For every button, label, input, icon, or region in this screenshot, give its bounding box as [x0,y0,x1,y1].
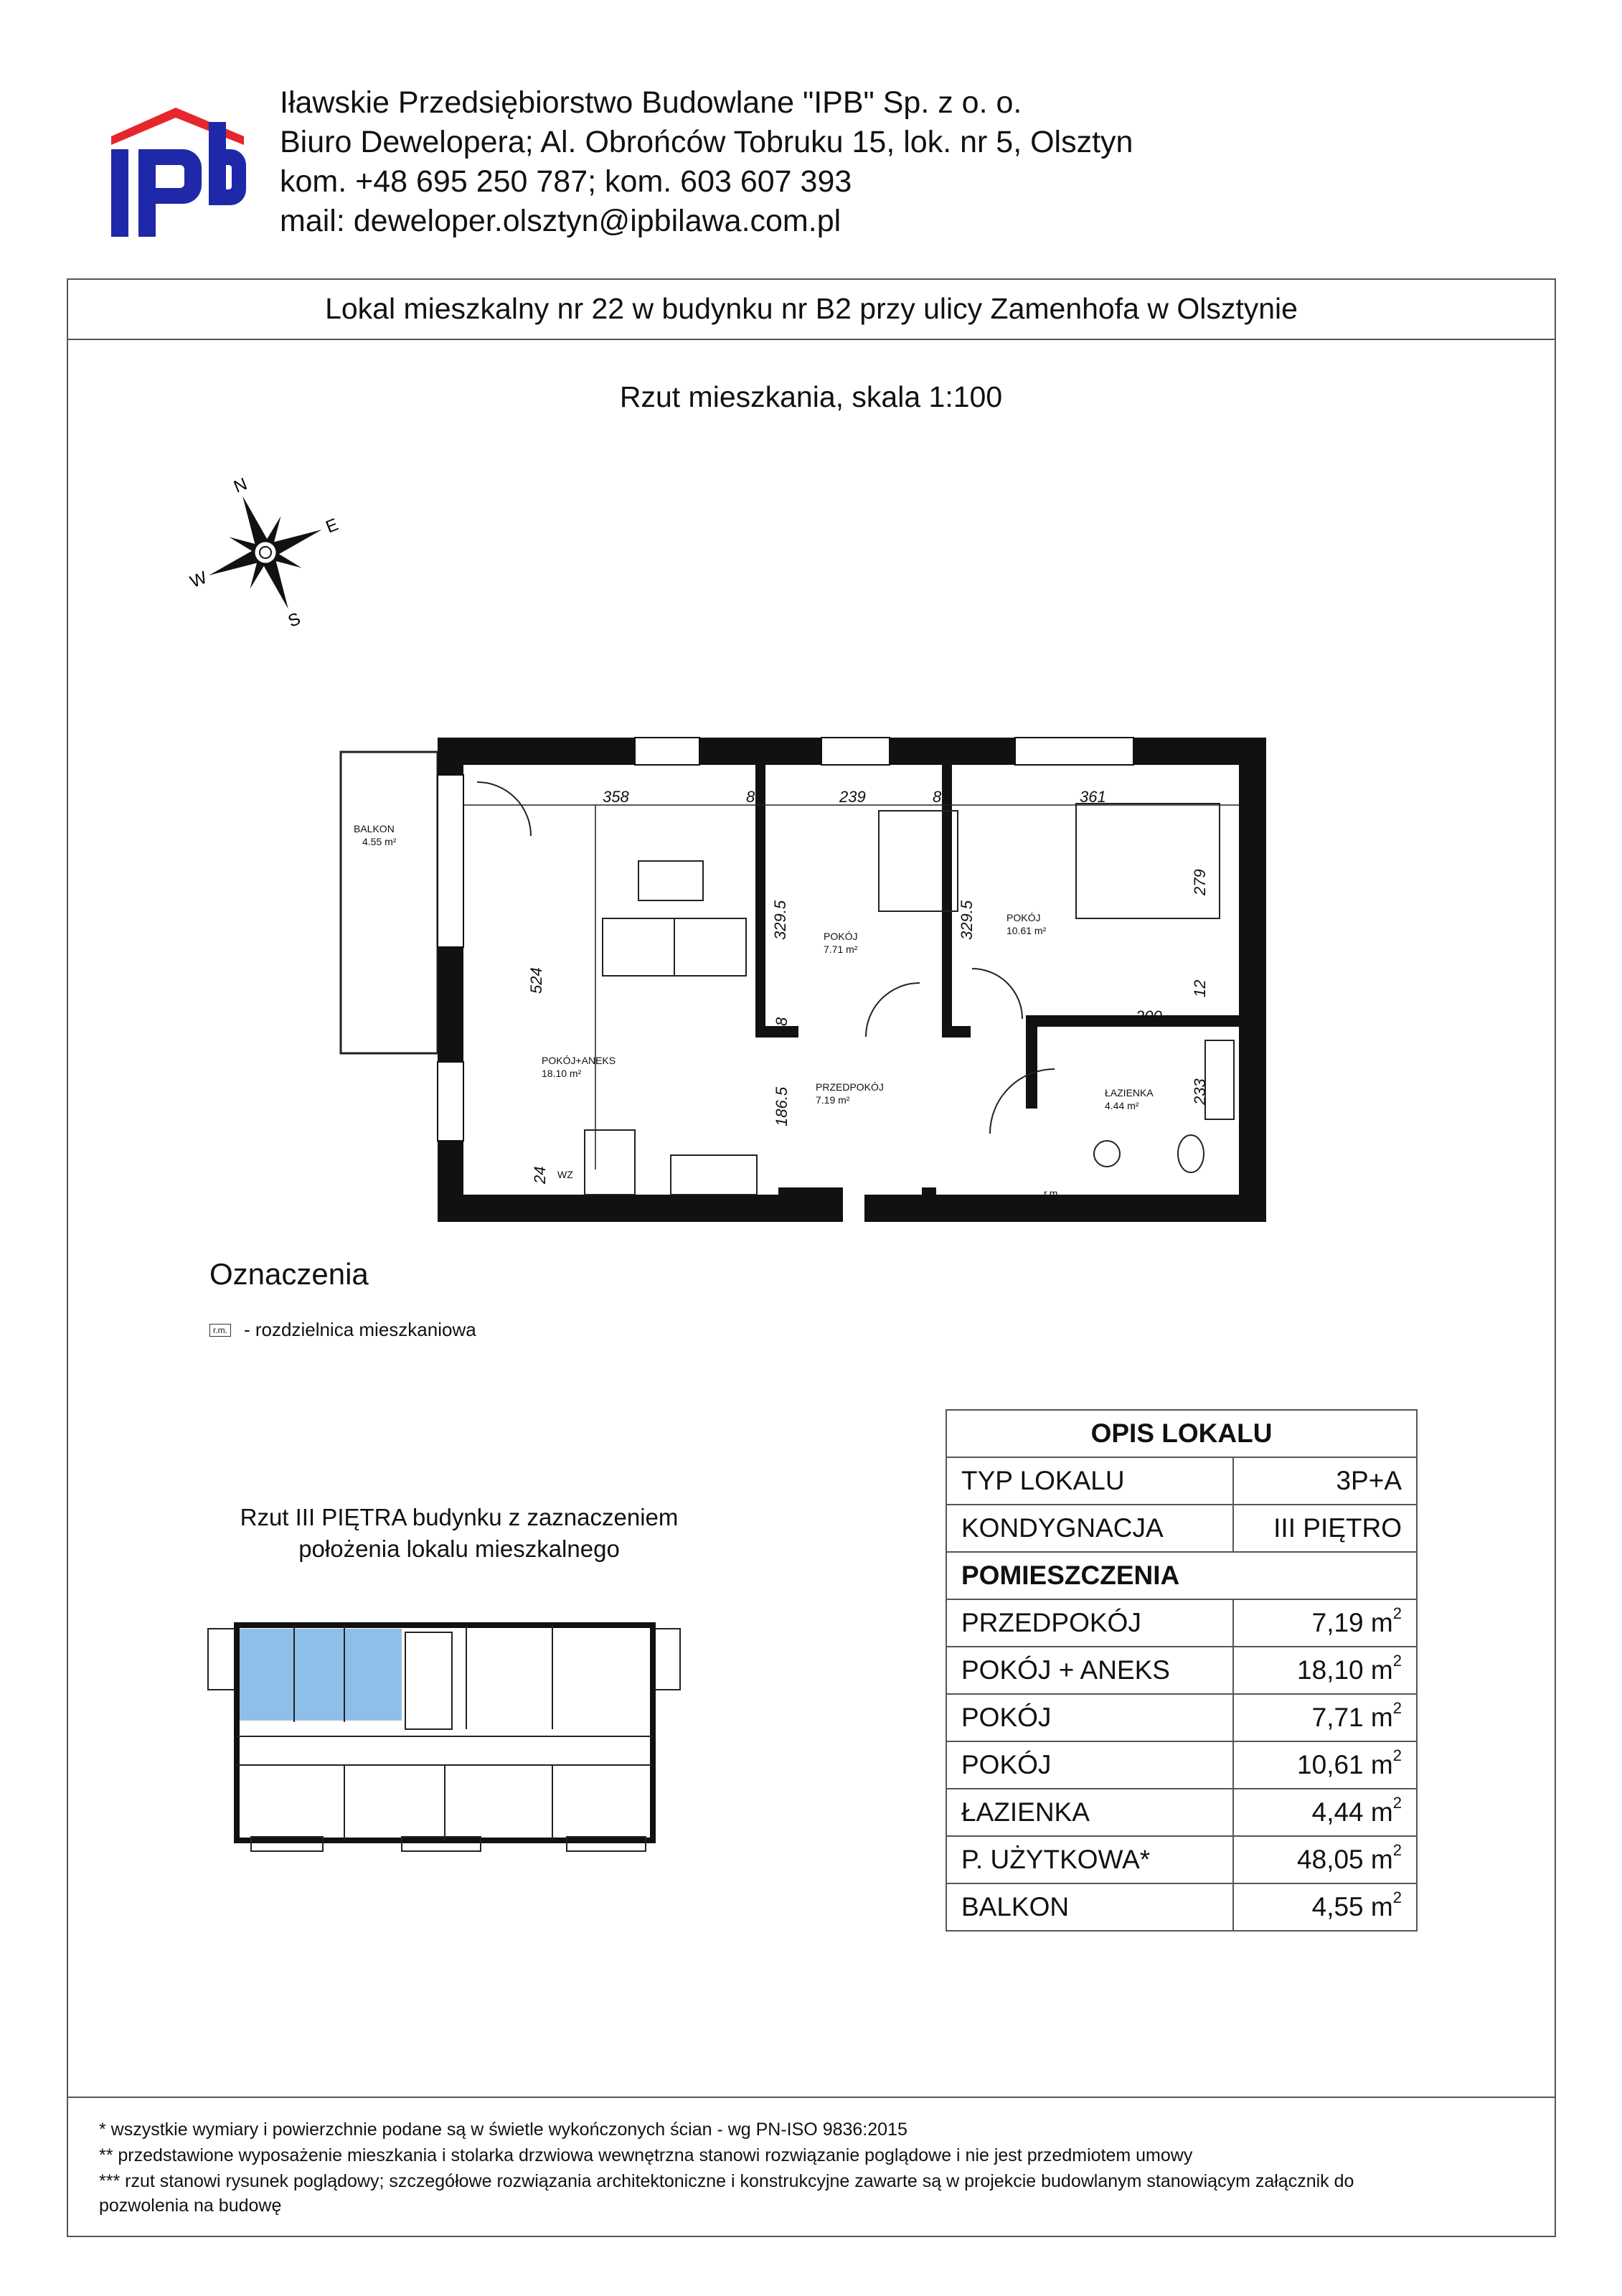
dim-label: 329.5 [958,900,976,940]
room-area-pokoj-aneks: 18.10 m² [542,1068,582,1079]
dim-label: 200 [1136,1007,1162,1025]
table-row [946,1789,1417,1836]
room-label-pokoj-1: POKÓJ [824,931,858,942]
dim-label: 8 [933,788,942,806]
dim-label: 186.5 [773,1086,791,1126]
legend-row [209,1319,476,1341]
row-label: POKÓJ + ANEKS [946,1647,1233,1694]
row-label: ŁAZIENKA [946,1789,1233,1836]
row-value: 10,61 $m^2$ [1233,1741,1417,1789]
apartment-floor-plan [334,725,1266,1220]
dim-label: 24 [531,1166,549,1184]
footer-divider [67,2097,1556,2098]
row-label: TYP LOKALU [946,1457,1233,1505]
dim-label: 361 [1080,788,1106,806]
legend-title: Oznaczenia [209,1257,369,1291]
table-row [946,1505,1417,1552]
room-area-lazienka: 4.44 m² [1105,1100,1139,1111]
floor-overview-plan [208,1622,682,1880]
legend-text: - rozdzielnica mieszkaniowa [244,1319,476,1340]
row-label: BALKON [946,1883,1233,1931]
table-row [946,1741,1417,1789]
room-area-pokoj-2: 10.61 m² [1006,925,1047,936]
dim-label: 8 [746,788,755,806]
room-label-lazienka: ŁAZIENKA [1105,1087,1154,1098]
row-value: 7,71 $m^2$ [1233,1694,1417,1741]
room-label-przedpokoj: PRZEDPOKÓJ [816,1081,884,1093]
room-label-pokoj-2: POKÓJ [1006,912,1041,923]
plan-subtitle: Rzut mieszkania, skala 1:100 [619,380,1003,413]
company-phone: kom. +48 695 250 787; kom. 603 607 393 [280,164,852,199]
document-title: Lokal mieszkalny nr 22 w budynku nr B2 przy ulicy Zamenhofa w Olsztynie [67,278,1556,340]
floor-caption [215,1502,703,1565]
footnote-3-cont: pozwolenia na budowę [99,2196,282,2216]
opis-lokalu-table [946,1409,1418,1932]
compass-icon [187,474,341,631]
room-area-balkon: 4.55 m² [362,836,397,847]
floor-caption-line2: położenia lokalu mieszkalnego [298,1535,620,1562]
dim-label: 358 [603,788,629,806]
footnote-2: ** przedstawione wyposażenie mieszkania i stolarka drzwiowa wewnętrzna stanowi rozwiązanie poglądowe i nie jest przedmiotem umowy [99,2145,1193,2165]
row-value: 7,19 $m^2$ [1233,1599,1417,1647]
compass-s: S [285,608,303,631]
footnote-3: *** rzut stanowi rysunek poglądowy; szczegółowe rozwiązania architektoniczne i konstrukcyjne zawarte są w projekcie budowlanym stanowiącym załącznik do [99,2171,1354,2191]
wz-label: WZ [557,1169,573,1180]
dim-label: 233 [1191,1078,1209,1105]
room-area-przedpokoj: 7.19 m² [816,1094,850,1106]
dim-label: 279 [1191,869,1209,895]
row-label: KONDYGNACJA [946,1505,1233,1552]
row-value: 3P+A [1233,1457,1417,1505]
row-value: 4,55 $m^2$ [1233,1883,1417,1931]
dim-label: 329.5 [771,900,789,940]
company-email[interactable]: mail: deweloper.olsztyn@ipbilawa.com.pl [280,204,841,238]
highlighted-apartment [237,1629,402,1721]
row-value: 48,05 $m^2$ [1233,1836,1417,1883]
company-office: Biuro Dewelopera; Al. Obrońców Tobruku 15, lok. nr 5, Olsztyn [280,125,1133,159]
table-row [946,1836,1417,1883]
row-label: POKÓJ [946,1694,1233,1741]
room-area-pokoj-1: 7.71 m² [824,944,858,955]
section-pomieszczenia: POMIESZCZENIA [946,1552,1417,1599]
compass-n: N [231,474,250,497]
table-row [946,1694,1417,1741]
table-row [946,1883,1417,1931]
dim-label: 8 [773,1017,791,1026]
ipb-logo-icon [104,108,251,240]
row-label: PRZEDPOKÓJ [946,1599,1233,1647]
dim-label: 524 [527,967,545,994]
row-label: P. UŻYTKOWA* [946,1836,1233,1883]
floor-caption-line1: Rzut III PIĘTRA budynku z zaznaczeniem [240,1504,679,1530]
company-name: Iławskie Przedsiębiorstwo Budowlane "IPB" Sp. z o. o. [280,85,1022,120]
row-value: 18,10 $m^2$ [1233,1647,1417,1694]
table-row [946,1647,1417,1694]
rm-label: r.m. [1044,1187,1061,1199]
dim-label: 239 [839,788,866,806]
footnote-1: * wszystkie wymiary i powierzchnie podane są w świetle wykończonych ścian - wg PN-ISO 9836:2015 [99,2119,907,2140]
opis-header: OPIS LOKALU [946,1410,1417,1457]
compass-e: E [323,514,341,537]
row-label: POKÓJ [946,1741,1233,1789]
room-label-pokoj-aneks: POKÓJ+ANEKS [542,1055,616,1066]
row-value: III PIĘTRO [1233,1505,1417,1552]
table-row [946,1599,1417,1647]
compass-w: W [187,568,210,592]
dim-label: 12 [1191,979,1209,997]
table-row [946,1457,1417,1505]
row-value: 4,44 $m^2$ [1233,1789,1417,1836]
room-label-balkon: BALKON [354,823,395,834]
rm-symbol: r.m. [209,1324,231,1337]
